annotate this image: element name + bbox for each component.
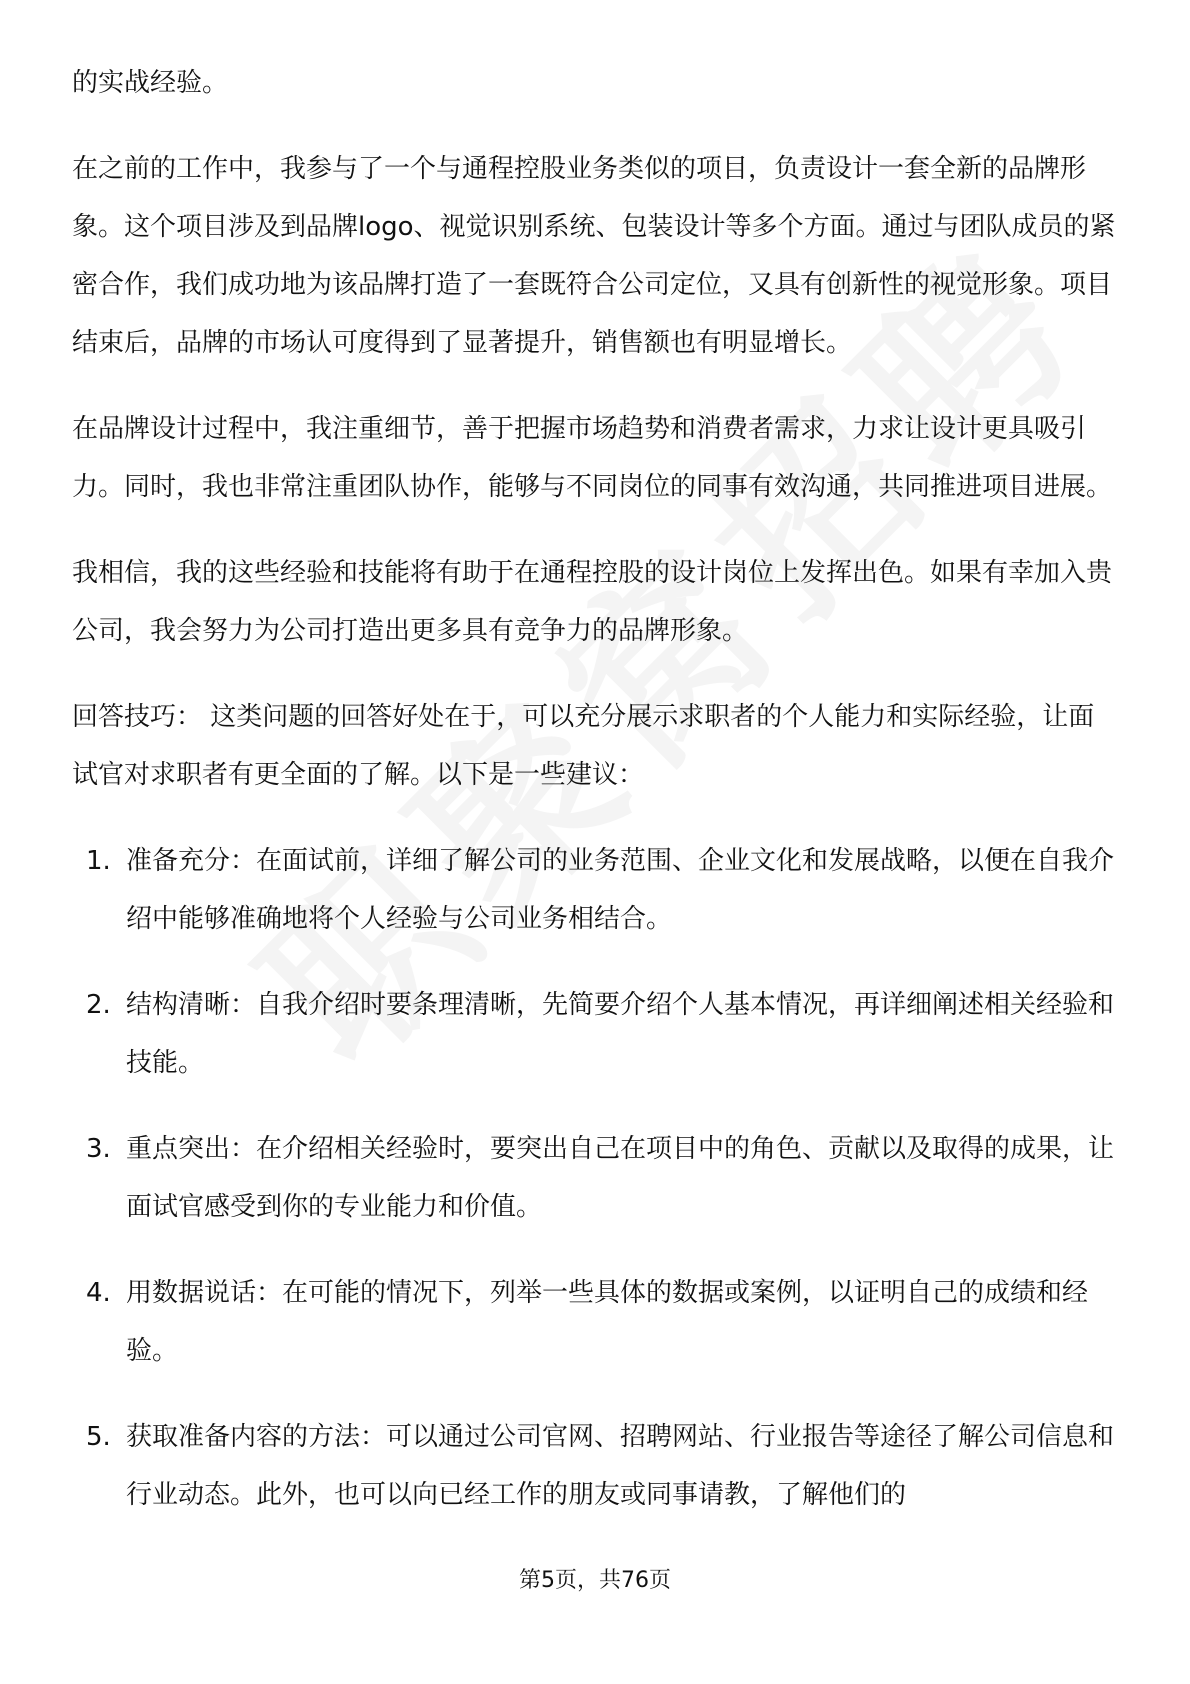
paragraph: 我相信，我的这些经验和技能将有助于在通程控股的设计岗位上发挥出色。如果有幸加入贵公司，我会努力为公司打造出更多具有竞争力的品牌形象。 <box>72 558 1113 646</box>
list-text: 用数据说话：在可能的情况下，列举一些具体的数据或案例，以证明自己的成绩和经验。 <box>126 1278 1089 1366</box>
paragraph: 在之前的工作中，我参与了一个与通程控股业务类似的项目，负责设计一套全新的品牌形象。这个项目涉及到品牌logo、视觉识别系统、包装设计等多个方面。通过与团队成员的紧密合作，我们成功地为该品牌打造了一套既符合公司定位，又具有创新性的视觉形象。项目结束后，品牌的市场认可度得到了显著提升，销售额也有明显增长。 <box>72 154 1116 358</box>
list-item <box>72 976 1118 1092</box>
list-number: 5. <box>86 1422 111 1452</box>
paragraph: 在品牌设计过程中，我注重细节，善于把握市场趋势和消费者需求，力求让设计更具吸引力。同时，我也非常注重团队协作，能够与不同岗位的同事有效沟通，共同推进项目进展。 <box>72 414 1113 502</box>
list-text: 重点突出：在介绍相关经验时，要突出自己在项目中的角色、贡献以及取得的成果，让面试官感受到你的专业能力和价值。 <box>126 1134 1115 1222</box>
answer-tip: 回答技巧： 这类问题的回答好处在于，可以充分展示求职者的个人能力和实际经验，让面试官对求职者有更全面的了解。以下是一些建议： <box>72 702 1095 790</box>
list-item <box>72 1264 1118 1380</box>
document-body <box>72 54 1118 1552</box>
list-text: 获取准备内容的方法：可以通过公司官网、招聘网站、行业报告等途径了解公司信息和行业动态。此外，也可以向已经工作的朋友或同事请教，了解他们的 <box>126 1422 1115 1510</box>
paragraph: 的实战经验。 <box>72 68 229 98</box>
suggestion-list <box>72 832 1118 1524</box>
list-number: 4. <box>86 1278 111 1308</box>
list-number: 2. <box>86 990 111 1020</box>
list-item <box>72 1120 1118 1236</box>
list-text: 准备充分：在面试前，详细了解公司的业务范围、企业文化和发展战略，以便在自我介绍中能够准确地将个人经验与公司业务相结合。 <box>126 846 1115 934</box>
list-number: 3. <box>86 1134 111 1164</box>
page-number-footer: 第5页，共76页 <box>519 1568 671 1593</box>
list-number: 1. <box>86 846 111 876</box>
list-item <box>72 1408 1118 1524</box>
list-item <box>72 832 1118 948</box>
list-text: 结构清晰：自我介绍时要条理清晰，先简要介绍个人基本情况，再详细阐述相关经验和技能。 <box>126 990 1115 1078</box>
